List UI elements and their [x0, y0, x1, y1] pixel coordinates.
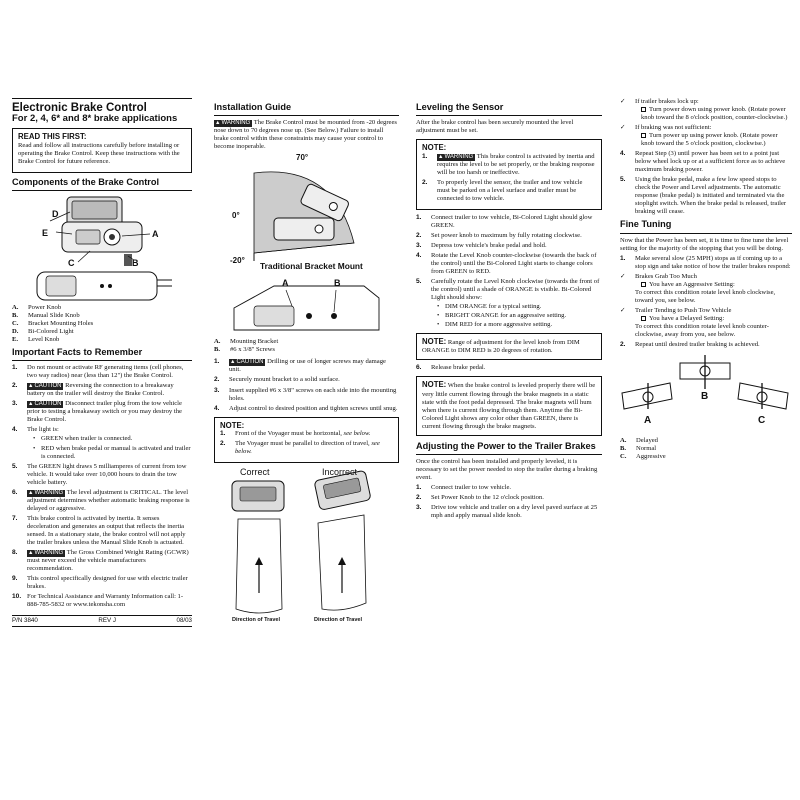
list-item: 2. Repeat until desired trailer braking is achieved. — [620, 341, 760, 349]
angle-0: 0° — [232, 211, 240, 221]
incorrect-label: Incorrect — [322, 467, 358, 478]
leveling-heading: Leveling the Sensor — [416, 102, 504, 112]
callout-e: E — [42, 227, 49, 238]
facts-heading: Important Facts to Remember — [12, 347, 143, 357]
column-3 — [416, 98, 602, 522]
settings-list — [620, 437, 792, 461]
note-title: NOTE: — [220, 420, 245, 430]
installation-heading: Installation Guide — [214, 102, 292, 112]
list-item: A. Power Knob — [12, 303, 62, 311]
list-item: 5. The GREEN light draws 5 milliamperes of current from tow vehicle. It would take over 10,000 hours to drain the tow vehicle battery. — [12, 462, 187, 486]
brake-control-diagram — [12, 194, 192, 304]
level-settings-diagram — [620, 353, 792, 433]
facts-rule — [12, 360, 192, 361]
mount-angle-diagram — [214, 153, 399, 278]
list-item: 1. Connect trailer to tow vehicle. — [416, 483, 512, 491]
fine-tuning-heading: Fine Tuning — [620, 219, 672, 230]
power-steps — [416, 484, 602, 520]
list-item: 1. Front of the Voyager must be horizontal, see below. — [220, 430, 371, 438]
fine-tuning-rule — [620, 233, 792, 234]
list-item: A. Mounting Bracket — [214, 338, 279, 346]
list-item: 1. ▲ CAUTION Drilling or use of longer screws may damage unit. — [214, 358, 399, 374]
page-title: Electronic Brake Control — [12, 102, 147, 114]
installation-note — [214, 417, 399, 464]
bracket-heading: Traditional Bracket Mount — [260, 261, 363, 272]
orientation-diagram — [214, 467, 399, 632]
power-intro: Once the control has been installed and properly leveled, it is necessary to set the power needed to stop the trailer during a braking event. — [416, 457, 598, 481]
checkbox-icon — [641, 133, 646, 138]
power-checks — [620, 98, 792, 216]
top-rule — [12, 98, 192, 99]
angle-70: 70° — [296, 153, 309, 163]
list-item: C. Bracket Mounting Holes — [12, 319, 94, 327]
range-note — [416, 333, 602, 360]
components-list — [12, 304, 192, 344]
list-item: 4. Rotate the Level Knob counter-clockwise (towards the back of the control) until the Bi-Colored Light starts to change colors from GREEN to RED. — [416, 252, 597, 276]
list-item: 1. Make several slow (25 MPH) stops as if coming up to a stop sign and take notice of how the trailer brakes respond: — [620, 254, 791, 270]
list-item: 3. ▲ CAUTION Disconnect trailer plug from the tow vehicle prior to testing a breakaway switch or you may destroy the Brake Control. — [12, 400, 192, 424]
facts-list — [12, 364, 192, 609]
list-item: 2. Set Power Knob to the 12 o'clock position. — [416, 494, 544, 501]
bracket-callout-a: A — [282, 278, 289, 289]
list-item: 4. Adjust control to desired position and tighten screws until snug. — [214, 404, 398, 412]
warning-badge: ▲ WARNING — [27, 550, 65, 557]
list-item: 2. To properly level the sensor, the trailer and tow vehicle must be parked on a level surface and trailer must be connected to tow vehicle. — [422, 178, 583, 202]
column-2 — [214, 98, 399, 632]
list-item: 7. This brake control is activated by inertia. It senses deceleration and generates an output that reflects the inertia sensed. In a stationary state, the brake control will not apply the trailer brakes unless the Manual Slide Knob is actuated. — [12, 514, 186, 546]
read-first-box — [12, 128, 192, 173]
installation-steps — [214, 358, 399, 412]
list-item: ✓ Brakes Grab Too Much You have an Aggressive Setting: To correct this condition rotate level knob clockwise, toward you, see below. — [620, 273, 792, 305]
list-item: 2. Set power knob to maximum by fully rotating clockwise. — [416, 232, 582, 240]
checkbox-icon — [641, 282, 646, 287]
callout-d: D — [52, 208, 59, 219]
setting-c-drawing — [738, 383, 788, 409]
bracket-callout-b: B — [334, 278, 341, 289]
list-item: 4. Repeat Step (3) until power has been set to a point just below wheel lock up or at a sufficient force as to achieve maximum braking power. — [620, 150, 786, 174]
list-item: 6. ▲ WARNING The level adjustment is CRITICAL. The level adjustment determines whether automatic braking response is delayed or aggressive. — [12, 489, 192, 513]
read-first-title: READ THIS FIRST: — [18, 132, 87, 142]
setting-callout-c: C — [758, 415, 766, 427]
list-item: 4. The light is: • GREEN when trailer is connected. • RED when brake pedal or manual is activated and trailer is connected. — [12, 426, 192, 460]
list-item: A. Delayed — [620, 437, 658, 445]
setting-callout-a: A — [644, 415, 652, 427]
list-item: 6. Release brake pedal. — [416, 364, 486, 372]
leveling-rule — [416, 115, 602, 116]
note-title: NOTE: — [422, 380, 447, 390]
column-4 — [620, 98, 792, 461]
list-item: E. Level Knob — [12, 335, 60, 343]
list-item: 1. Do not mount or activate RF generating items (cell phones, two way radios) near (less than 12") the Brake Control. — [12, 364, 184, 380]
range-note-text: Range of adjustment for the level knob from DIM ORANGE to DIM RED is 20 degrees of rotation. — [422, 339, 580, 355]
list-item: 3. Depress tow vehicle's brake pedal and hold. — [416, 242, 547, 250]
list-item: 2. ▲ CAUTION Reversing the connection to a breakaway battery on the trailer will destroy the Brake Control. — [12, 382, 192, 398]
list-item: 5. Using the brake pedal, make a few low speed stops to check the Power and Level adjustments. The automatic response (brake pedal) is initiated and terminated via the stoplight switch. When the brake pedal is released, trailer braking will cease. — [620, 176, 787, 216]
warning-badge: ▲ WARNING — [214, 120, 252, 127]
magnets-note — [416, 376, 602, 435]
date: 08/03 — [176, 617, 192, 625]
checkbox-icon — [641, 316, 646, 321]
callout-c: C — [68, 257, 75, 268]
list-item: 3. Insert supplied #6 x 3/8" screws on each side into the mounting holes. — [214, 386, 397, 402]
list-item: 10. For Technical Assistance and Warranty Information call: 1-888-785-5832 or www.tekonsha.com — [12, 593, 184, 609]
list-item: ✓ If braking was not sufficient: Turn power up using power knob. (Rotate power knob toward the 5 o'clock position, clockwise.) — [620, 124, 792, 148]
direction-label-incorrect: Direction of Travel — [314, 617, 362, 624]
bracket-parts-list — [214, 338, 399, 354]
list-item: B. Manual Slide Knob — [12, 311, 80, 319]
part-number: P/N 3840 — [12, 617, 38, 625]
list-item: 8. ▲ WARNING The Gross Combined Weight Rating (GCWR) must never exceed the vehicle manufacturers recommendation. — [12, 549, 192, 573]
leveling-step-6 — [416, 364, 602, 372]
list-item: 3. Drive tow vehicle and trailer on a dry level paved surface at 25 mph and apply manual slide knob. — [416, 504, 598, 520]
read-first-body: Read and follow all instructions carefully before installing or operating the Brake Control. Keep these instructions with the Brake Control for future reference. — [18, 141, 180, 165]
list-item: B. #6 x 3/8" Screws — [214, 346, 275, 354]
footer — [12, 615, 192, 627]
bracket-illustration — [214, 278, 399, 336]
orientation-illustration — [214, 467, 399, 632]
setting-callout-b: B — [701, 391, 709, 403]
components-heading: Components of the Brake Control — [12, 176, 160, 187]
list-item: 1. Connect trailer to tow vehicle, Bi-Colored Light should glow GREEN. — [416, 213, 593, 229]
fine-tuning-intro: Now that the Power has been set, it is time to fine tune the level setting for the majority of the stopping that you will be doing. — [620, 236, 789, 252]
list-item: 9. This control specifically designed for use with electric trailer brakes. — [12, 574, 188, 590]
magnets-note-text: When the brake control is leveled properly there will be very little current flowing through the brake magnets in a static state with the foot pedal depressed. The brake magnets will hum when there is current flowing through them. Anytime the Bi-Colored Light shows any color other than GREEN, there is current flowing through the brake magnets. — [422, 382, 596, 430]
correct-label: Correct — [240, 467, 270, 478]
fine-tuning-steps — [620, 255, 792, 349]
setting-a-drawing — [622, 383, 672, 409]
list-item: 2. Securely mount bracket to a solid surface. — [214, 376, 340, 384]
callout-b: B — [132, 257, 139, 268]
checkbox-icon — [641, 107, 646, 112]
orange-settings: • DIM ORANGE for a typical setting. • BRIGHT ORANGE for an aggressive setting. • DIM RED for a more aggressive setting. — [431, 303, 602, 329]
bracket-diagram — [214, 278, 399, 336]
callout-a: A — [152, 228, 159, 239]
installation-rule — [214, 115, 399, 116]
caution-badge: ▲ CAUTION — [229, 359, 265, 366]
list-item: C. Aggressive — [620, 453, 666, 461]
list-item: 5. Carefully rotate the Level Knob clockwise (towards the front of the control) until a shade of ORANGE is visible. Bi-Colored Light should show: • DIM ORANGE for a typical setting. • BRIGHT ORANGE for an aggressive setting. • DIM RED for a more aggressive setting. — [416, 278, 602, 329]
direction-label-correct: Direction of Travel — [232, 617, 280, 624]
angle-minus-20: -20° — [230, 256, 245, 266]
list-item: ✓ If trailer brakes lock up: Turn power down using power knob. (Rotate power knob toward the 8 o'clock position, counter-clockwise.) — [620, 98, 792, 122]
brake-control-illustration — [12, 194, 192, 304]
leveling-note — [416, 139, 602, 210]
list-item: D. Bi-Colored Light — [12, 327, 74, 335]
lower-unit-drawing — [37, 272, 172, 300]
installation-intro: ▲ WARNING The Brake Control must be mounted from -20 degrees nose down to 70 degrees nose up. (See Below.) Failure to install brake control within these constraints may cause your control to become inoperable. — [214, 119, 399, 151]
components-rule — [12, 190, 192, 191]
setting-b-drawing — [680, 355, 730, 389]
list-item: 2. The Voyager must be parallel to direction of travel, see below. — [220, 440, 380, 456]
note-title: NOTE: — [422, 337, 447, 347]
revision: REV J — [98, 617, 116, 625]
leveling-intro: After the brake control has been securely mounted the level adjustment must be set. — [416, 119, 574, 135]
power-rule — [416, 454, 602, 455]
caution-badge: ▲ CAUTION — [27, 401, 63, 408]
note-title: NOTE: — [422, 143, 447, 153]
page-subtitle: For 2, 4, 6* and 8* brake applications — [12, 113, 178, 125]
leveling-steps — [416, 214, 602, 329]
list-item: 1. ▲ WARNING This brake control is activated by inertia and requires the level to be set properly, or the braking response will be too harsh or ineffective. — [422, 153, 596, 177]
warning-badge: ▲ WARNING — [437, 154, 475, 161]
list-item: B. Normal — [620, 445, 657, 453]
warning-badge: ▲ WARNING — [27, 490, 65, 497]
column-1 — [12, 98, 192, 627]
list-item: ✓ Trailer Tending to Push Tow Vehicle You have a Delayed Setting: To correct this condition rotate level knob counter-clockwise, away from you, see below. — [620, 307, 792, 339]
caution-badge: ▲ CAUTION — [27, 383, 63, 390]
light-states: • GREEN when trailer is connected. • RED when brake pedal or manual is activated and trailer is connected. — [27, 435, 192, 460]
power-heading: Adjusting the Power to the Trailer Brakes — [416, 440, 596, 451]
